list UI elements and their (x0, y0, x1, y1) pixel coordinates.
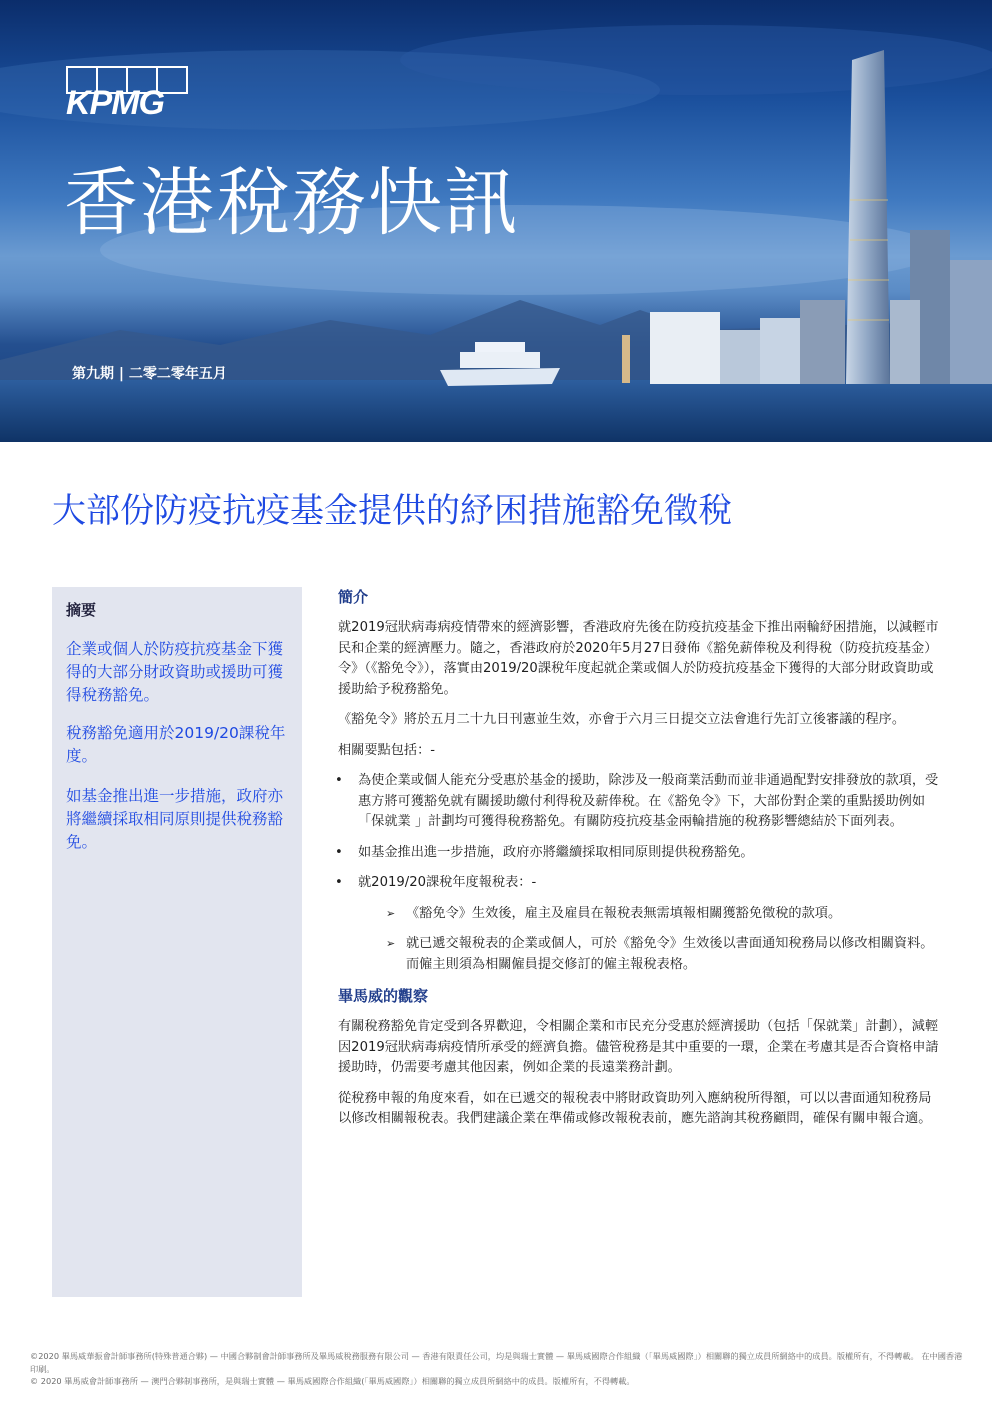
cover-banner (0, 0, 992, 442)
summary-point: 企業或個人於防疫抗疫基金下獲得的大部分財政資助或援助可獲得稅務豁免。 (66, 640, 284, 704)
summary-heading: 摘要 (66, 601, 97, 619)
publication-title: 香港稅務快訊 (64, 160, 520, 246)
observations-paragraph: 從稅務申報的角度來看，如在已遞交的報稅表中將財政資助列入應納稅所得額，可以以書面通知稅務局以修改相關報稅表。我們建議企業在準備或修改報稅表前，應先諮詢其稅務顧問，確保有關申報合適。 (338, 1090, 932, 1126)
article-headline: 大部份防疫抗疫基金提供的紓困措施豁免徵稅 (52, 491, 732, 531)
key-points-list (335, 771, 942, 975)
summary-sidebar (52, 587, 302, 1297)
bullet-icon: • (335, 875, 343, 890)
list-item (386, 934, 942, 975)
summary-point: 稅務豁免適用於2019/20課稅年度。 (66, 724, 286, 765)
issue-date: 第九期 | 二零二零年五月 (72, 366, 227, 382)
copyright-line: © 2020 畢馬威會計師事務所 — 澳門合夥制事務所，是與瑞士實體 — 畢馬威國際合作組織(「畢馬威國際」）相關聯的獨立成員所網絡中的成員。版權所有，不得轉載。 (30, 1376, 635, 1386)
list-item (335, 873, 942, 975)
tax-return-sublist (358, 904, 942, 976)
list-item-text: 如基金推出進一步措施，政府亦將繼續採取相同原則提供稅務豁免。 (358, 844, 754, 860)
list-item (335, 843, 942, 864)
intro-paragraph: 《豁免令》將於五月二十九日刊憲並生效，亦會于六月三日提交立法會進行先訂立後審議的程序。 (338, 712, 906, 727)
list-item-text: 就2019/20課稅年度報稅表：- (358, 875, 537, 890)
main-content (335, 586, 942, 1140)
bullet-icon: • (335, 844, 343, 860)
list-item (386, 904, 942, 925)
bullet-icon: • (335, 773, 343, 788)
kpmg-logo (66, 66, 192, 122)
summary-point: 如基金推出進一步措施，政府亦將繼續採取相同原則提供稅務豁免。 (66, 787, 284, 851)
intro-heading: 簡介 (338, 588, 369, 606)
arrow-bullet-icon: ➢ (386, 937, 396, 950)
logo-wordmark: KPMG (66, 84, 164, 122)
key-points-lead: 相關要點包括：- (338, 742, 436, 758)
intro-paragraph: 就2019冠狀病毒病疫情帶來的經濟影響，香港政府先後在防疫抗疫基金下推出兩輪紓困措施，以減輕市民和企業的經濟壓力。隨之，香港政府於2020年5月27日發佈《豁免薪俸稅及利得稅（防疫抗疫基金）令》（《豁免令》），落實由2019/20課稅年度起就企業或個人於防疫抗疫基金下獲得的大部分財政資助或援助給予稅務豁免。 (338, 620, 939, 697)
list-item-text: 為使企業或個人能充分受惠於基金的援助，除涉及一般商業活動而並非通過配對安排發放的款項，受惠方將可獲豁免就有關援助繳付利得稅及薪俸稅。在《豁免令》下，大部份對企業的重點援助例如「保就業 」計劃均可獲得稅務豁免。有關防疫抗疫基金兩輪措施的稅務影響總結於下面列表。 (358, 773, 939, 829)
list-item (335, 771, 942, 833)
copyright-footer (30, 1350, 970, 1388)
list-item-text: 就已遞交報稅表的企業或個人，可於《豁免令》生效後以書面通知稅務局以修改相關資料。而僱主則須為相關僱員提交修訂的僱主報稅表格。 (406, 936, 934, 972)
list-item-text: 《豁免令》生效後，雇主及雇員在報稅表無需填報相關獲豁免徵稅的款項。 (406, 905, 842, 921)
observations-heading: 畢馬威的觀察 (338, 987, 429, 1005)
arrow-bullet-icon: ➢ (386, 906, 396, 920)
observations-paragraph: 有關稅務豁免肯定受到各界歡迎，令相關企業和市民充分受惠於經濟援助（包括「保就業」計劃），減輕因2019冠狀病毒病疫情所承受的經濟負擔。儘管稅務是其中重要的一環，企業在考慮其是否合資格申請援助時，仍需要考慮其他因素，例如企業的長遠業務計劃。 (338, 1019, 939, 1075)
copyright-line: ©2020 畢馬威華振會計師事務所(特殊普通合夥) — 中國合夥制會計師事務所及畢馬威稅務服務有限公司 — 香港有限責任公司，均是與瑞士實體 — 畢馬威國際合作組織（「畢馬威國際」）相關聯的獨立成員所網絡中的成員。版權所有，不得轉載。 在中國香港印刷。 (30, 1351, 963, 1374)
